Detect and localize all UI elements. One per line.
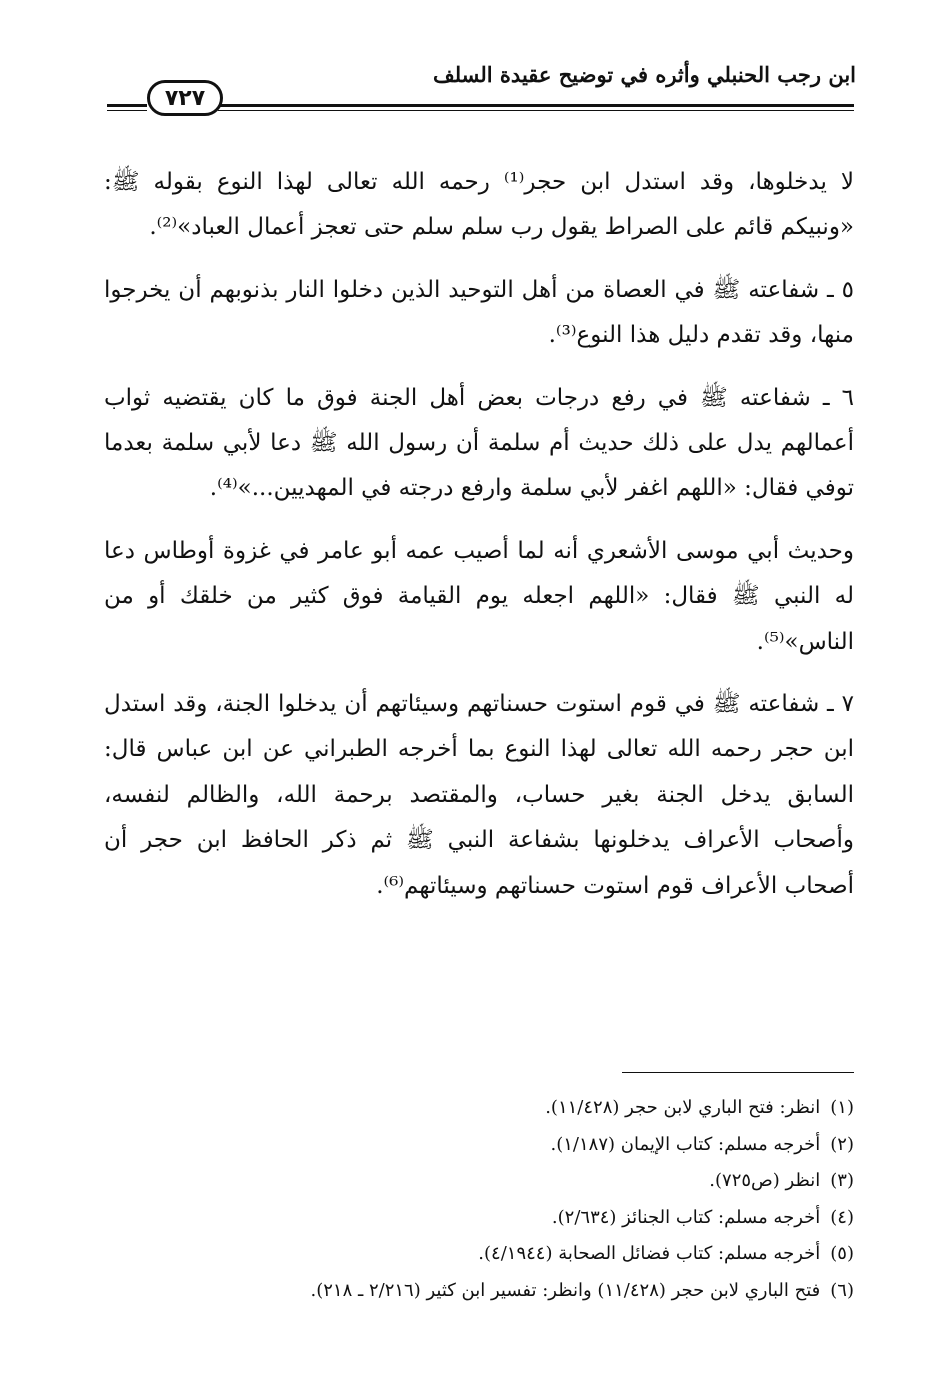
footnote-text: أخرجه مسلم: كتاب الإيمان (١/١٨٧).: [550, 1133, 821, 1155]
footnote-number: (١): [830, 1097, 854, 1118]
footnote: [104, 1200, 854, 1237]
paragraph: ٦ ـ شفاعته ﷺ في رفع درجات بعض أهل الجنة فوق ما كان يقتضيه ثواب أعمالهم يدل على ذلك حديث أم سلمة أن رسول الله ﷺ دعا لأبي سلمة بعدما توفي فقال: «اللهم اغفر لأبي سلمة وارفع درجته في المهديين...»⁽⁴⁾.: [104, 384, 854, 502]
header-rule-left-thin: [107, 110, 147, 111]
footnote-number: (٣): [830, 1170, 854, 1192]
paragraph: لا يدخلوها، وقد استدل ابن حجر⁽¹⁾ رحمه الله تعالى لهذا النوع بقوله ﷺ: «ونبيكم قائم على الصراط يقول رب سلم سلم حتى تعجز أعمال العباد»⁽²⁾.: [104, 169, 854, 241]
footnote-text: فتح الباري لابن حجر (١١/٤٢٨) وانظر: تفسير ابن كثير (٢/٢١٦ ـ ٢١٨).: [310, 1279, 821, 1301]
footnote-separator: [622, 1072, 854, 1073]
footnote: [104, 1236, 854, 1273]
footnote-text: أخرجه مسلم: كتاب الجنائز (٢/٦٣٤).: [551, 1206, 821, 1228]
footnote-text: انظر (ص٧٢٥).: [709, 1170, 821, 1192]
footnote: [104, 1163, 854, 1200]
footnote-number: (٢): [830, 1133, 854, 1155]
paragraph: وحديث أبي موسى الأشعري أنه لما أصيب عمه أبو عامر في غزوة أوطاس دعا له النبي ﷺ فقال: «اللهم اجعله يوم القيامة فوق كثير من خلقك أو من الناس»⁽⁵⁾.: [104, 537, 854, 655]
page-number: ٧٢٧: [164, 85, 206, 111]
footnote: [104, 1090, 854, 1127]
header-rule: [218, 104, 854, 107]
footnote: [104, 1127, 854, 1164]
running-title: ابن رجب الحنبلي وأثره في توضيح عقيدة السلف: [432, 62, 856, 87]
footnote-text: أخرجه مسلم: كتاب فضائل الصحابة (٤/١٩٤٤).: [478, 1243, 821, 1265]
page-number-badge: [147, 80, 223, 116]
main-text: [104, 160, 854, 926]
footnotes: [104, 1090, 854, 1310]
paragraph: ٥ ـ شفاعته ﷺ في العصاة من أهل التوحيد الذين دخلوا النار بذنوبهم أن يخرجوا منها، وقد تقدم دليل هذا النوع⁽³⁾.: [104, 276, 854, 349]
footnote: [104, 1273, 854, 1310]
header-rule-left: [107, 104, 147, 107]
footnote-number: (٥): [830, 1243, 854, 1265]
paragraph: ٧ ـ شفاعته ﷺ في قوم استوت حسناتهم وسيئاتهم أن يدخلوا الجنة، وقد استدل ابن حجر رحمه الله تعالى لهذا النوع بما أخرجه الطبراني عن ابن عباس قال: السابق يدخل الجنة بغير حساب، والمقتصد برحمة الله، والظالم لنفسه، وأصحاب الأعراف يدخلونها بشفاعة النبي ﷺ ثم ذكر الحافظ ابن حجر أن أصحاب الأعراف قوم استوت حسناتهم وسيئاتهم⁽⁶⁾.: [104, 691, 854, 899]
footnote-number: (٤): [830, 1206, 854, 1228]
header-rule-thin: [218, 110, 854, 111]
footnote-text: انظر: فتح الباري لابن حجر (١١/٤٢٨).: [545, 1097, 821, 1118]
footnote-number: (٦): [830, 1279, 854, 1301]
